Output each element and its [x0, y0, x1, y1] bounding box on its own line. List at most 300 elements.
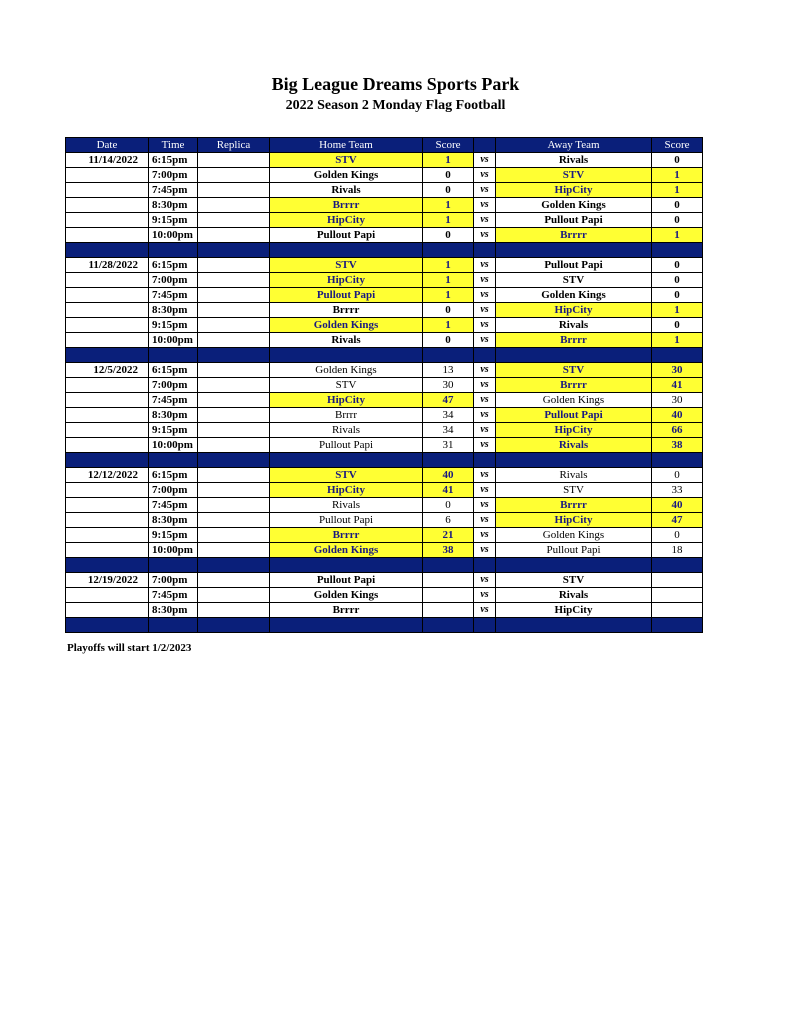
vs-cell: vs: [474, 603, 496, 618]
vs-cell: vs: [474, 513, 496, 528]
vs-cell: vs: [474, 393, 496, 408]
away-team-cell: STV: [496, 168, 652, 183]
home-team-cell: STV: [270, 468, 423, 483]
week-separator: [66, 243, 703, 258]
time-cell: 7:45pm: [149, 498, 198, 513]
home-team-cell: Golden Kings: [270, 318, 423, 333]
home-team-cell: HipCity: [270, 393, 423, 408]
away-score-cell: 38: [652, 438, 703, 453]
vs-cell: vs: [474, 498, 496, 513]
separator-cell: [149, 453, 198, 468]
away-team-cell: STV: [496, 483, 652, 498]
date-cell: [66, 408, 149, 423]
date-cell: [66, 288, 149, 303]
time-cell: 7:00pm: [149, 378, 198, 393]
away-team-cell: Brrrr: [496, 333, 652, 348]
away-team-cell: Pullout Papi: [496, 213, 652, 228]
game-row: [66, 198, 703, 213]
separator-cell: [149, 618, 198, 633]
vs-cell: vs: [474, 168, 496, 183]
separator-cell: [149, 348, 198, 363]
time-cell: 9:15pm: [149, 528, 198, 543]
away-team-cell: STV: [496, 363, 652, 378]
home-score-cell: 6: [423, 513, 474, 528]
home-score-cell: 34: [423, 423, 474, 438]
replica-cell: [198, 393, 270, 408]
home-team-cell: Brrrr: [270, 528, 423, 543]
game-row: [66, 588, 703, 603]
col-header-vs: [474, 138, 496, 153]
home-team-cell: Pullout Papi: [270, 288, 423, 303]
home-score-cell: 0: [423, 303, 474, 318]
home-team-cell: Golden Kings: [270, 168, 423, 183]
away-team-cell: Brrrr: [496, 378, 652, 393]
home-team-cell: Pullout Papi: [270, 513, 423, 528]
away-team-cell: Golden Kings: [496, 198, 652, 213]
date-cell: [66, 168, 149, 183]
playoffs-note: Playoffs will start 1/2/2023: [67, 642, 192, 654]
game-row: [66, 573, 703, 588]
time-cell: 7:45pm: [149, 588, 198, 603]
home-team-cell: HipCity: [270, 483, 423, 498]
away-score-cell: 1: [652, 333, 703, 348]
replica-cell: [198, 183, 270, 198]
away-team-cell: Rivals: [496, 438, 652, 453]
home-score-cell: 1: [423, 288, 474, 303]
date-cell: 12/19/2022: [66, 573, 149, 588]
separator-cell: [496, 618, 652, 633]
date-cell: [66, 273, 149, 288]
replica-cell: [198, 168, 270, 183]
vs-cell: vs: [474, 468, 496, 483]
date-cell: [66, 543, 149, 558]
away-score-cell: 47: [652, 513, 703, 528]
vs-cell: vs: [474, 153, 496, 168]
date-cell: [66, 183, 149, 198]
replica-cell: [198, 288, 270, 303]
date-cell: [66, 213, 149, 228]
away-team-cell: Brrrr: [496, 498, 652, 513]
date-cell: [66, 498, 149, 513]
away-score-cell: [652, 603, 703, 618]
schedule-body: [66, 153, 703, 633]
game-row: [66, 363, 703, 378]
col-header-time: Time: [149, 138, 198, 153]
replica-cell: [198, 153, 270, 168]
vs-cell: vs: [474, 228, 496, 243]
home-team-cell: Brrrr: [270, 303, 423, 318]
separator-cell: [474, 558, 496, 573]
vs-cell: vs: [474, 213, 496, 228]
date-cell: 11/14/2022: [66, 153, 149, 168]
separator-cell: [66, 243, 149, 258]
time-cell: 7:00pm: [149, 573, 198, 588]
separator-cell: [66, 453, 149, 468]
vs-cell: vs: [474, 378, 496, 393]
time-cell: 7:45pm: [149, 288, 198, 303]
separator-cell: [496, 348, 652, 363]
separator-cell: [270, 348, 423, 363]
time-cell: 6:15pm: [149, 153, 198, 168]
home-team-cell: Golden Kings: [270, 543, 423, 558]
date-cell: [66, 513, 149, 528]
away-team-cell: Pullout Papi: [496, 258, 652, 273]
home-score-cell: [423, 603, 474, 618]
page-subtitle: 2022 Season 2 Monday Flag Football: [285, 98, 506, 113]
time-cell: 7:00pm: [149, 168, 198, 183]
game-row: [66, 288, 703, 303]
away-score-cell: 1: [652, 183, 703, 198]
date-cell: [66, 228, 149, 243]
vs-cell: vs: [474, 438, 496, 453]
time-cell: 10:00pm: [149, 333, 198, 348]
home-team-cell: Rivals: [270, 333, 423, 348]
home-score-cell: 0: [423, 498, 474, 513]
home-score-cell: 1: [423, 318, 474, 333]
home-team-cell: Golden Kings: [270, 588, 423, 603]
time-cell: 9:15pm: [149, 318, 198, 333]
home-score-cell: [423, 573, 474, 588]
vs-cell: vs: [474, 288, 496, 303]
away-score-cell: 40: [652, 498, 703, 513]
replica-cell: [198, 603, 270, 618]
away-score-cell: 30: [652, 363, 703, 378]
away-score-cell: 0: [652, 528, 703, 543]
separator-cell: [198, 558, 270, 573]
col-header-home-team: Home Team: [270, 138, 423, 153]
away-team-cell: STV: [496, 273, 652, 288]
col-header-home-score: Score: [423, 138, 474, 153]
time-cell: 10:00pm: [149, 543, 198, 558]
separator-cell: [198, 243, 270, 258]
time-cell: 8:30pm: [149, 198, 198, 213]
separator-cell: [270, 453, 423, 468]
replica-cell: [198, 438, 270, 453]
schedule-table: [65, 137, 703, 633]
date-cell: [66, 483, 149, 498]
vs-cell: vs: [474, 483, 496, 498]
replica-cell: [198, 303, 270, 318]
vs-cell: vs: [474, 318, 496, 333]
away-score-cell: 0: [652, 273, 703, 288]
away-score-cell: 0: [652, 468, 703, 483]
away-team-cell: Golden Kings: [496, 528, 652, 543]
home-team-cell: HipCity: [270, 273, 423, 288]
replica-cell: [198, 258, 270, 273]
separator-cell: [652, 453, 703, 468]
time-cell: 8:30pm: [149, 513, 198, 528]
home-team-cell: Rivals: [270, 183, 423, 198]
away-score-cell: [652, 588, 703, 603]
separator-cell: [474, 453, 496, 468]
home-team-cell: Rivals: [270, 423, 423, 438]
separator-cell: [474, 348, 496, 363]
date-cell: [66, 603, 149, 618]
separator-cell: [423, 618, 474, 633]
game-row: [66, 513, 703, 528]
away-team-cell: Rivals: [496, 153, 652, 168]
time-cell: 6:15pm: [149, 258, 198, 273]
home-score-cell: 41: [423, 483, 474, 498]
home-team-cell: STV: [270, 258, 423, 273]
separator-cell: [149, 243, 198, 258]
replica-cell: [198, 228, 270, 243]
away-score-cell: 0: [652, 318, 703, 333]
home-score-cell: 0: [423, 183, 474, 198]
week-separator: [66, 348, 703, 363]
separator-cell: [652, 348, 703, 363]
away-team-cell: Brrrr: [496, 228, 652, 243]
replica-cell: [198, 588, 270, 603]
game-row: [66, 228, 703, 243]
game-row: [66, 498, 703, 513]
away-score-cell: 0: [652, 198, 703, 213]
home-score-cell: 0: [423, 168, 474, 183]
home-team-cell: Brrrr: [270, 603, 423, 618]
home-score-cell: 31: [423, 438, 474, 453]
col-header-replica: Replica: [198, 138, 270, 153]
away-team-cell: STV: [496, 573, 652, 588]
game-row: [66, 153, 703, 168]
separator-cell: [149, 558, 198, 573]
home-score-cell: 38: [423, 543, 474, 558]
home-team-cell: Pullout Papi: [270, 573, 423, 588]
date-cell: 12/5/2022: [66, 363, 149, 378]
replica-cell: [198, 483, 270, 498]
week-separator: [66, 618, 703, 633]
separator-cell: [66, 618, 149, 633]
game-row: [66, 483, 703, 498]
separator-cell: [652, 243, 703, 258]
replica-cell: [198, 198, 270, 213]
game-row: [66, 543, 703, 558]
time-cell: 6:15pm: [149, 468, 198, 483]
game-row: [66, 468, 703, 483]
away-score-cell: 1: [652, 303, 703, 318]
date-cell: 11/28/2022: [66, 258, 149, 273]
separator-cell: [198, 348, 270, 363]
replica-cell: [198, 498, 270, 513]
date-cell: [66, 333, 149, 348]
vs-cell: vs: [474, 273, 496, 288]
away-team-cell: Golden Kings: [496, 288, 652, 303]
game-row: [66, 168, 703, 183]
date-cell: [66, 198, 149, 213]
date-cell: 12/12/2022: [66, 468, 149, 483]
time-cell: 6:15pm: [149, 363, 198, 378]
separator-cell: [423, 348, 474, 363]
replica-cell: [198, 528, 270, 543]
date-cell: [66, 378, 149, 393]
separator-cell: [270, 243, 423, 258]
replica-cell: [198, 543, 270, 558]
home-score-cell: 1: [423, 198, 474, 213]
game-row: [66, 273, 703, 288]
away-team-cell: HipCity: [496, 183, 652, 198]
separator-cell: [270, 618, 423, 633]
away-score-cell: 41: [652, 378, 703, 393]
separator-cell: [652, 558, 703, 573]
vs-cell: vs: [474, 423, 496, 438]
away-score-cell: 66: [652, 423, 703, 438]
col-header-date: Date: [66, 138, 149, 153]
game-row: [66, 333, 703, 348]
date-cell: [66, 423, 149, 438]
home-team-cell: STV: [270, 378, 423, 393]
replica-cell: [198, 408, 270, 423]
date-cell: [66, 303, 149, 318]
replica-cell: [198, 513, 270, 528]
game-row: [66, 408, 703, 423]
home-score-cell: 34: [423, 408, 474, 423]
time-cell: 7:45pm: [149, 183, 198, 198]
away-score-cell: [652, 573, 703, 588]
date-cell: [66, 528, 149, 543]
home-score-cell: 0: [423, 228, 474, 243]
date-cell: [66, 438, 149, 453]
replica-cell: [198, 333, 270, 348]
time-cell: 10:00pm: [149, 438, 198, 453]
game-row: [66, 528, 703, 543]
time-cell: 7:00pm: [149, 483, 198, 498]
vs-cell: vs: [474, 408, 496, 423]
home-score-cell: 1: [423, 273, 474, 288]
separator-cell: [66, 558, 149, 573]
home-team-cell: Pullout Papi: [270, 228, 423, 243]
game-row: [66, 423, 703, 438]
home-team-cell: STV: [270, 153, 423, 168]
vs-cell: vs: [474, 573, 496, 588]
vs-cell: vs: [474, 333, 496, 348]
away-score-cell: 1: [652, 168, 703, 183]
replica-cell: [198, 378, 270, 393]
time-cell: 10:00pm: [149, 228, 198, 243]
away-team-cell: Rivals: [496, 318, 652, 333]
vs-cell: vs: [474, 543, 496, 558]
separator-cell: [423, 558, 474, 573]
away-team-cell: Pullout Papi: [496, 408, 652, 423]
home-team-cell: Rivals: [270, 498, 423, 513]
home-score-cell: 47: [423, 393, 474, 408]
away-score-cell: 0: [652, 258, 703, 273]
home-team-cell: Brrrr: [270, 198, 423, 213]
away-score-cell: 1: [652, 228, 703, 243]
date-cell: [66, 318, 149, 333]
replica-cell: [198, 273, 270, 288]
separator-cell: [496, 558, 652, 573]
home-score-cell: 1: [423, 153, 474, 168]
away-team-cell: HipCity: [496, 513, 652, 528]
away-team-cell: Golden Kings: [496, 393, 652, 408]
away-team-cell: Pullout Papi: [496, 543, 652, 558]
home-score-cell: 0: [423, 333, 474, 348]
separator-cell: [496, 453, 652, 468]
separator-cell: [423, 453, 474, 468]
home-team-cell: HipCity: [270, 213, 423, 228]
vs-cell: vs: [474, 258, 496, 273]
away-score-cell: 0: [652, 153, 703, 168]
game-row: [66, 378, 703, 393]
separator-cell: [652, 618, 703, 633]
time-cell: 8:30pm: [149, 603, 198, 618]
time-cell: 9:15pm: [149, 423, 198, 438]
vs-cell: vs: [474, 303, 496, 318]
time-cell: 9:15pm: [149, 213, 198, 228]
game-row: [66, 393, 703, 408]
away-team-cell: HipCity: [496, 603, 652, 618]
game-row: [66, 213, 703, 228]
time-cell: 8:30pm: [149, 303, 198, 318]
vs-cell: vs: [474, 198, 496, 213]
home-score-cell: 1: [423, 258, 474, 273]
separator-cell: [496, 243, 652, 258]
away-score-cell: 33: [652, 483, 703, 498]
replica-cell: [198, 423, 270, 438]
date-cell: [66, 393, 149, 408]
time-cell: 8:30pm: [149, 408, 198, 423]
away-score-cell: 40: [652, 408, 703, 423]
home-score-cell: 1: [423, 213, 474, 228]
vs-cell: vs: [474, 528, 496, 543]
vs-cell: vs: [474, 183, 496, 198]
game-row: [66, 258, 703, 273]
week-separator: [66, 453, 703, 468]
separator-cell: [423, 243, 474, 258]
col-header-away-score: Score: [652, 138, 703, 153]
away-team-cell: Rivals: [496, 468, 652, 483]
away-score-cell: 30: [652, 393, 703, 408]
game-row: [66, 438, 703, 453]
col-header-away-team: Away Team: [496, 138, 652, 153]
separator-cell: [270, 558, 423, 573]
header-row: [66, 138, 703, 153]
home-team-cell: Brrrr: [270, 408, 423, 423]
vs-cell: vs: [474, 588, 496, 603]
vs-cell: vs: [474, 363, 496, 378]
game-row: [66, 303, 703, 318]
home-score-cell: 13: [423, 363, 474, 378]
week-separator: [66, 558, 703, 573]
away-score-cell: 18: [652, 543, 703, 558]
away-team-cell: HipCity: [496, 423, 652, 438]
separator-cell: [66, 348, 149, 363]
date-cell: [66, 588, 149, 603]
replica-cell: [198, 468, 270, 483]
home-team-cell: Golden Kings: [270, 363, 423, 378]
away-score-cell: 0: [652, 288, 703, 303]
home-score-cell: [423, 588, 474, 603]
separator-cell: [474, 618, 496, 633]
away-team-cell: Rivals: [496, 588, 652, 603]
time-cell: 7:00pm: [149, 273, 198, 288]
separator-cell: [198, 453, 270, 468]
home-score-cell: 40: [423, 468, 474, 483]
separator-cell: [474, 243, 496, 258]
replica-cell: [198, 213, 270, 228]
home-team-cell: Pullout Papi: [270, 438, 423, 453]
game-row: [66, 183, 703, 198]
time-cell: 7:45pm: [149, 393, 198, 408]
page-title: Big League Dreams Sports Park: [271, 74, 520, 94]
replica-cell: [198, 363, 270, 378]
game-row: [66, 318, 703, 333]
replica-cell: [198, 318, 270, 333]
replica-cell: [198, 573, 270, 588]
away-score-cell: 0: [652, 213, 703, 228]
home-score-cell: 30: [423, 378, 474, 393]
game-row: [66, 603, 703, 618]
home-score-cell: 21: [423, 528, 474, 543]
